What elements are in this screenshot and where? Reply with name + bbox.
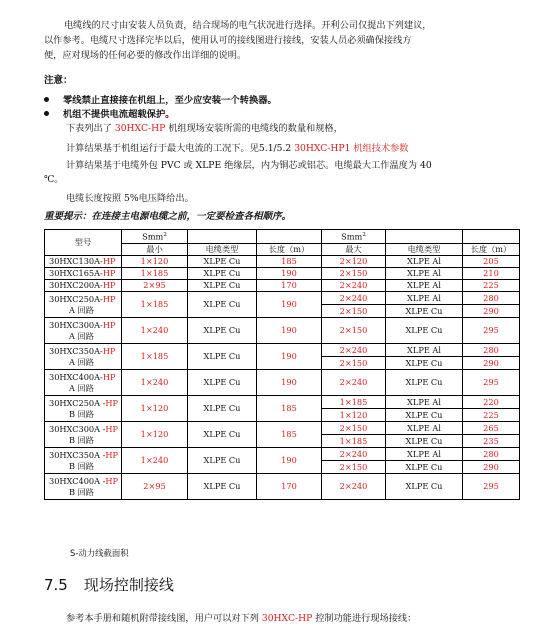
cell-max-length: 295 [463, 370, 520, 396]
cell-max-type: XLPE Al [386, 344, 463, 357]
table-row [45, 256, 520, 268]
cell-min-size: 1×240 [122, 370, 188, 396]
cell-max-size: 2×150 [322, 461, 386, 474]
table-row [45, 396, 520, 409]
header-length: 长度（m） [257, 244, 322, 256]
cell-max-size: 2×240 [322, 370, 386, 396]
info-line: 计算结果基于电缆外包 PVC 或 XLPE 绝缘层，内为铜芯或铝芯。电缆最大工作温度为 40 [66, 160, 432, 171]
cell-model: 30HXC300A -HP B 回路 [45, 422, 122, 448]
cell-model: 30HXC200A-HP [45, 280, 122, 292]
note-label: 注意： [44, 75, 73, 86]
cell-max-size: 2×240 [322, 448, 386, 461]
cell-min-length: 185 [257, 256, 322, 268]
cell-max-type: XLPE Al [386, 422, 463, 435]
cell-min-size: 2×95 [122, 280, 188, 292]
cell-max-length: 290 [463, 305, 520, 318]
bullet-item: 零线禁止直接接在机组上，至少应安装一个转换器。 [44, 92, 277, 106]
cell-min-size: 1×120 [122, 422, 188, 448]
cell-max-size: 2×150 [322, 422, 386, 435]
cell-model: 30HXC130A-HP [45, 256, 122, 268]
cell-max-size: 2×240 [322, 474, 386, 500]
cell-max-length: 290 [463, 461, 520, 474]
cell-min-size: 2×95 [122, 474, 188, 500]
cell-max-type: XLPE Al [386, 256, 463, 268]
cell-min-size: 1×120 [122, 396, 188, 422]
cell-max-size: 1×185 [322, 435, 386, 448]
cell-min-type: XLPE Cu [188, 448, 257, 474]
bullet-icon [44, 111, 49, 116]
cell-max-length: 295 [463, 318, 520, 344]
cell-min-length: 185 [257, 396, 322, 422]
cell-max-type: XLPE Cu [386, 409, 463, 422]
warning-text: 重要提示：在连接主电源电缆之前，一定要检查各相顺序。 [44, 211, 292, 222]
cell-max-length: 235 [463, 435, 520, 448]
cell-model: 30HXC350A -HP B 回路 [45, 448, 122, 474]
cell-min-size: 1×185 [122, 344, 188, 370]
header-max: 最大 [322, 244, 386, 256]
cell-min-type: XLPE Cu [188, 344, 257, 370]
table-row [45, 474, 520, 500]
cell-min-length: 190 [257, 268, 322, 280]
cell-min-type: XLPE Cu [188, 474, 257, 500]
cell-max-size: 2×150 [322, 268, 386, 280]
cell-model: 30HXC300A-HP A 回路 [45, 318, 122, 344]
cell-min-length: 190 [257, 344, 322, 370]
cell-max-type: XLPE Cu [386, 461, 463, 474]
cell-max-length: 295 [463, 474, 520, 500]
cell-max-size: 2×150 [322, 305, 386, 318]
cell-min-length: 190 [257, 292, 322, 318]
cell-max-size: 1×120 [322, 409, 386, 422]
table-row [45, 318, 520, 344]
bullet-icon [44, 97, 49, 102]
header-length: 长度（m） [463, 244, 520, 256]
cell-max-type: XLPE Al [386, 292, 463, 305]
table-row [45, 280, 520, 292]
cell-min-length: 185 [257, 422, 322, 448]
cell-min-length: 170 [257, 474, 322, 500]
info-line: 电缆长度按照 5%电压降给出。 [66, 193, 194, 204]
info-line: 计算结果基于机组运行于最大电流的工况下。见5.1/5.2 30HXC-HP1 机组技术参数 [66, 143, 409, 154]
cell-max-size: 1×185 [322, 396, 386, 409]
info-line: 下表列出了 30HXC-HP 机组现场安装所需的电缆线的数量和规格， [66, 123, 343, 134]
cell-model: 30HXC350A-HP A 回路 [45, 344, 122, 370]
cell-min-type: XLPE Cu [188, 292, 257, 318]
cell-min-length: 170 [257, 280, 322, 292]
cell-max-length: 280 [463, 344, 520, 357]
cell-min-size: 1×185 [122, 268, 188, 280]
table-row [45, 422, 520, 435]
cell-max-type: XLPE Cu [386, 318, 463, 344]
cell-min-type: XLPE Cu [188, 256, 257, 268]
cell-max-type: XLPE Cu [386, 435, 463, 448]
cell-model: 30HXC165A-HP [45, 268, 122, 280]
header-min: 最小 [122, 244, 188, 256]
cell-min-type: XLPE Cu [188, 268, 257, 280]
cell-max-size: 2×240 [322, 280, 386, 292]
header-type: 电缆类型 [188, 244, 257, 256]
cell-max-length: 210 [463, 268, 520, 280]
cell-max-type: XLPE Cu [386, 305, 463, 318]
cell-max-length: 225 [463, 409, 520, 422]
cell-min-type: XLPE Cu [188, 370, 257, 396]
body-text: 参考本手册和随机附带接线图，用户可以对下列 30HXC-HP 控制功能进行现场接线： [66, 613, 417, 624]
bullet-item: 机组不提供电流超载保护。 [44, 106, 175, 120]
header-model: 型号 [45, 230, 122, 256]
cell-model: 30HXC250A-HP A 回路 [45, 292, 122, 318]
cell-min-size: 1×120 [122, 256, 188, 268]
header-smm-min: Smm$^2$ [122, 230, 188, 244]
cell-max-size: 2×240 [322, 344, 386, 357]
info-line: ℃。 [44, 174, 64, 185]
cell-min-size: 1×240 [122, 318, 188, 344]
table-row [45, 448, 520, 461]
cell-model: 30HXC400A-HP A 回路 [45, 370, 122, 396]
cell-min-length: 190 [257, 370, 322, 396]
cell-max-length: 280 [463, 448, 520, 461]
table-row [45, 370, 520, 396]
cell-max-length: 290 [463, 357, 520, 370]
cell-min-size: 1×185 [122, 292, 188, 318]
cell-min-size: 1×240 [122, 448, 188, 474]
cable-table [44, 229, 520, 500]
cell-model: 30HXC400A -HP B 回路 [45, 474, 122, 500]
cell-max-type: XLPE Cu [386, 474, 463, 500]
table-row [45, 344, 520, 357]
cell-model: 30HXC250A -HP B 回路 [45, 396, 122, 422]
cell-max-length: 265 [463, 422, 520, 435]
cable-table-body [45, 256, 520, 500]
cell-min-type: XLPE Cu [188, 422, 257, 448]
section-title: 现场控制接线 [83, 576, 174, 594]
cell-max-type: XLPE Al [386, 268, 463, 280]
cell-min-length: 190 [257, 318, 322, 344]
table-caption: S-动力线截面积 [70, 548, 129, 558]
cell-max-size: 2×150 [322, 357, 386, 370]
section-heading [44, 574, 174, 595]
cell-max-type: XLPE Al [386, 280, 463, 292]
cell-min-type: XLPE Cu [188, 396, 257, 422]
cell-min-type: XLPE Cu [188, 280, 257, 292]
cell-max-type: XLPE Cu [386, 357, 463, 370]
header-smm-max: Smm$^2$ [322, 230, 386, 244]
cell-max-length: 220 [463, 396, 520, 409]
table-row [45, 268, 520, 280]
cell-max-type: XLPE Al [386, 448, 463, 461]
cell-max-length: 280 [463, 292, 520, 305]
intro-paragraph: 电缆线的尺寸由安装人员负责，结合现场的电气状况进行选择。开利公司仅提出下列建议， 以作参考。电缆尺寸选择完毕以后，使用认可的接线图进行接线，安装人员必须确保接线方 便，应对现场的任何必要的修改作出详细的说明。 [44, 20, 432, 61]
cell-min-type: XLPE Cu [188, 318, 257, 344]
header-type: 电缆类型 [386, 244, 463, 256]
cell-max-length: 205 [463, 256, 520, 268]
section-number: 7.5 [44, 576, 68, 594]
cell-max-size: 2×150 [322, 318, 386, 344]
cell-max-type: XLPE Cu [386, 370, 463, 396]
cell-max-length: 225 [463, 280, 520, 292]
cell-max-size: 2×240 [322, 292, 386, 305]
cell-max-size: 2×120 [322, 256, 386, 268]
cell-max-type: XLPE Al [386, 396, 463, 409]
cell-min-length: 190 [257, 448, 322, 474]
table-row [45, 292, 520, 305]
